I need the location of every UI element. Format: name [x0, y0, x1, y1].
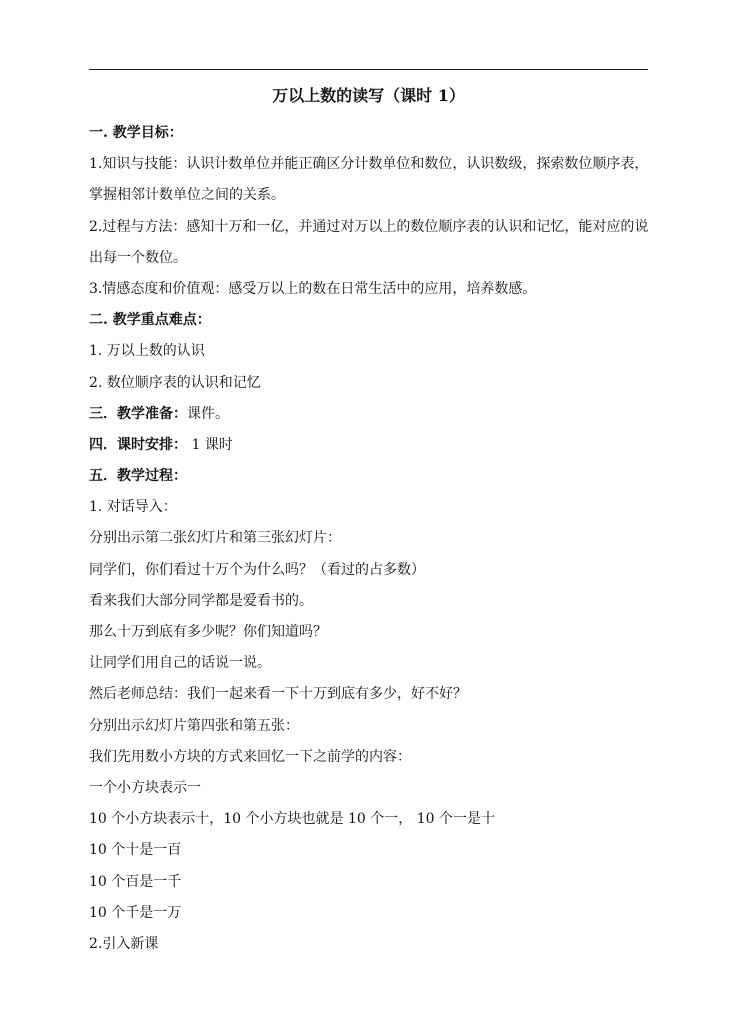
text-line: 看来我们大部分同学都是爱看书的。 — [89, 592, 313, 609]
document-title: 万以上数的读写（课时 1） — [272, 86, 465, 105]
section-line — [89, 399, 651, 430]
section-value: 1 课时 — [187, 436, 233, 453]
section-label: 三．教学准备： — [89, 405, 187, 422]
text-line: 1. 对话导入： — [89, 499, 177, 516]
section-heading: 二. 教学重点难点： — [89, 312, 211, 329]
text-line: 那么十万到底有多少呢？你们知道吗？ — [89, 624, 327, 640]
section-line — [89, 430, 651, 461]
section-heading: 五．教学过程： — [89, 468, 187, 485]
text-line: 分别出示幻灯片第四张和第五张： — [89, 717, 299, 734]
text-line: 2.过程与方法：感知十万和一亿，并通过对万以上的数位顺序表的认识和记忆，能对应的说 — [89, 218, 649, 235]
text-line: 2. 数位顺序表的认识和记忆 — [89, 374, 261, 391]
text-line: 然后老师总结：我们一起来看一下十万到底有多少，好不好？ — [89, 686, 467, 703]
text-line: 2.引入新课 — [89, 935, 159, 952]
text-line: 10 个小方块表示十，10 个小方块也就是 10 个一， 10 个一是十 — [89, 811, 495, 828]
section-label: 四．课时安排： — [89, 436, 187, 453]
text-line: 10 个千是一万 — [89, 904, 182, 921]
text-line: 10 个百是一千 — [89, 873, 182, 890]
text-line: 同学们，你们看过十万个为什么吗？（看过的占多数） — [89, 561, 425, 578]
text-line: 10 个十是一百 — [89, 842, 182, 859]
header-rule — [89, 69, 648, 70]
text-line: 我们先用数小方块的方式来回忆一下之前学的内容： — [89, 748, 411, 765]
text-line: 3.情感态度和价值观：感受万以上的数在日常生活中的应用，培养数感。 — [89, 280, 537, 297]
text-line: 掌握相邻计数单位之间的关系。 — [89, 187, 285, 204]
document-body — [89, 118, 651, 960]
section-heading: 一. 教学目标： — [89, 125, 183, 141]
text-line: 一个小方块表示一 — [89, 779, 201, 796]
text-line: 让同学们用自己的话说一说。 — [89, 655, 271, 672]
text-line: 1. 万以上数的认识 — [89, 343, 205, 360]
text-line: 出每一个数位。 — [89, 249, 187, 266]
text-line: 1.知识与技能：认识计数单位并能正确区分计数单位和数位，认识数级，探索数位顺序表， — [89, 156, 649, 173]
section-value: 课件。 — [187, 405, 229, 422]
text-line: 分别出示第二张幻灯片和第三张幻灯片： — [89, 530, 341, 547]
